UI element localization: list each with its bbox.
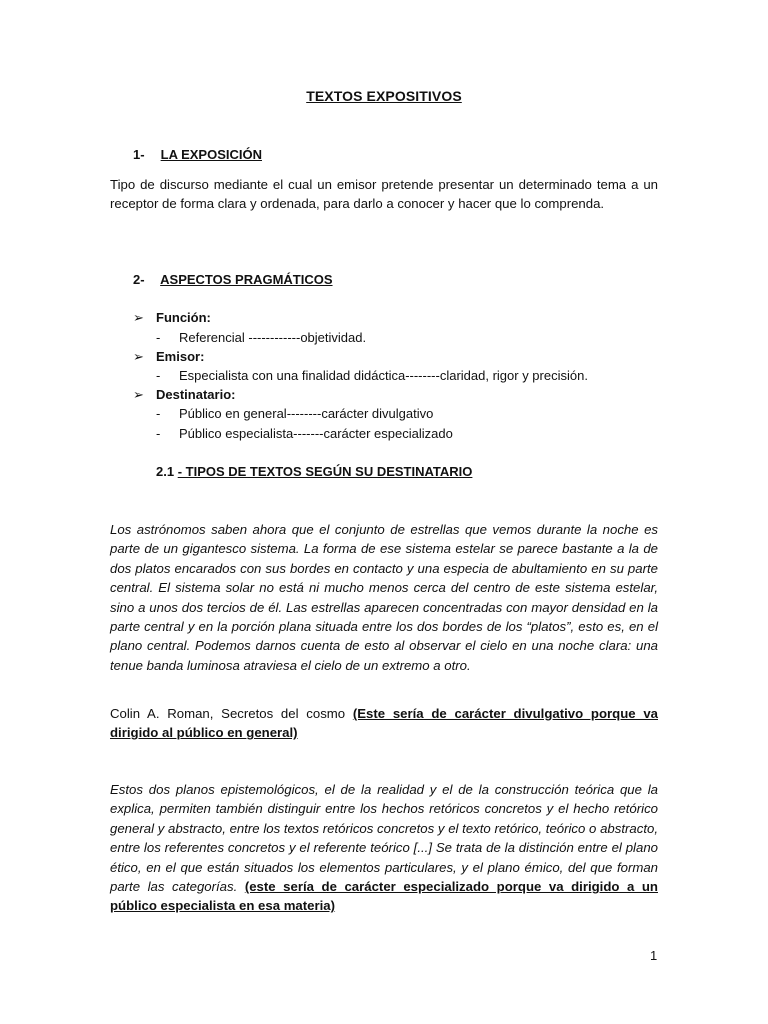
- bullet-label: Destinatario:: [156, 387, 236, 402]
- bullet-destinatario: [133, 387, 235, 403]
- arrow-bullet-icon: ➢: [133, 349, 144, 364]
- example-text-2-comment: (este sería de carácter especializado porque va dirigido a un público especialista en esa materia): [110, 879, 658, 914]
- page-number: 1: [650, 948, 658, 963]
- section-1-title: LA EXPOSICIÓN: [160, 147, 262, 162]
- sub-item-publico-especialista: [156, 426, 453, 441]
- dash-marker: -: [156, 426, 161, 441]
- section-2-number: 2-: [133, 272, 145, 287]
- dash-marker: -: [156, 406, 161, 421]
- section-1-paragraph: Tipo de discurso mediante el cual un emisor pretende presentar un determinado tema a un receptor de forma clara y ordenada, para darlo a conocer y hacer que lo comprenda.: [110, 177, 658, 212]
- sub-item-text: Referencial ------------objetividad.: [179, 330, 367, 345]
- source-comment: (Este sería de carácter divulgativo porque va dirigido al público en general): [110, 706, 658, 741]
- dash-marker: -: [156, 368, 161, 383]
- section-2-heading: [133, 272, 333, 287]
- example-text-divulgativo: Los astrónomos saben ahora que el conjunto de estrellas que vemos durante la noche es parte de un gigantesco sistema. La forma de ese sistema estelar se parece bastante a la de dos platos encarados con sus bordes en contacto y una especia de abultamiento en su parte central. El sistema solar no está ni mucho menos cerca del centro de este sistema estelar, sino a unos dos tercios de él. Las estrellas aparecen concentradas con mayor densidad en la parte central y en la porción plana situada entre los dos bordes de los “platos”, esto es, en el plano central. Podemos darnos cuenta de esto al observar el cielo en una noche clara: una tenue banda luminosa atraviesa el cielo de un extremo a otro.: [110, 522, 658, 673]
- document-title: TEXTOS EXPOSITIVOS: [306, 88, 462, 104]
- bullet-label: Emisor:: [156, 349, 205, 364]
- sub-item-text: Especialista con una finalidad didáctica--------claridad, rigor y precisión.: [179, 368, 588, 383]
- dash-marker: -: [156, 330, 161, 345]
- section-2-1-title: - TIPOS DE TEXTOS SEGÚN SU DESTINATARIO: [177, 464, 473, 479]
- example-text-1-source: [110, 704, 658, 743]
- source-citation: Colin A. Roman, Secretos del cosmo: [110, 706, 346, 721]
- section-2-title: ASPECTOS PRAGMÁTICOS: [160, 272, 333, 287]
- sub-item-text: Público especialista-------carácter especializado: [179, 426, 453, 441]
- arrow-bullet-icon: ➢: [133, 310, 144, 325]
- sub-item-publico-general: [156, 406, 433, 421]
- sub-item-especialista: [156, 368, 588, 383]
- section-2-1-number: 2.1: [156, 464, 175, 479]
- bullet-funcion: [133, 310, 211, 326]
- sub-item-text: Público en general--------carácter divulgativo: [179, 406, 434, 421]
- bullet-label: Función:: [156, 310, 211, 325]
- section-2-1-heading: [156, 464, 472, 479]
- example-text-especializado: [110, 780, 658, 916]
- bullet-emisor: [133, 349, 204, 365]
- section-1-heading: [133, 147, 262, 162]
- section-1-number: 1-: [133, 147, 145, 162]
- example-text-2-body: Estos dos planos epistemológicos, el de la realidad y el de la construcción teórica que la explica, permiten también distinguir entre los hechos retóricos concretos y el hecho retórico general y abstracto, entre los textos retóricos concretos y el texto retórico, teórico o abstracto, entre los referentes concretos y el referente teórico [...] Se trata de la distinción entre el plano ético, en el que están situados los elementos particulares, y el plano émico, del que forman parte las categorías.: [110, 782, 658, 895]
- arrow-bullet-icon: ➢: [133, 387, 144, 402]
- sub-item-referencial: [156, 330, 366, 345]
